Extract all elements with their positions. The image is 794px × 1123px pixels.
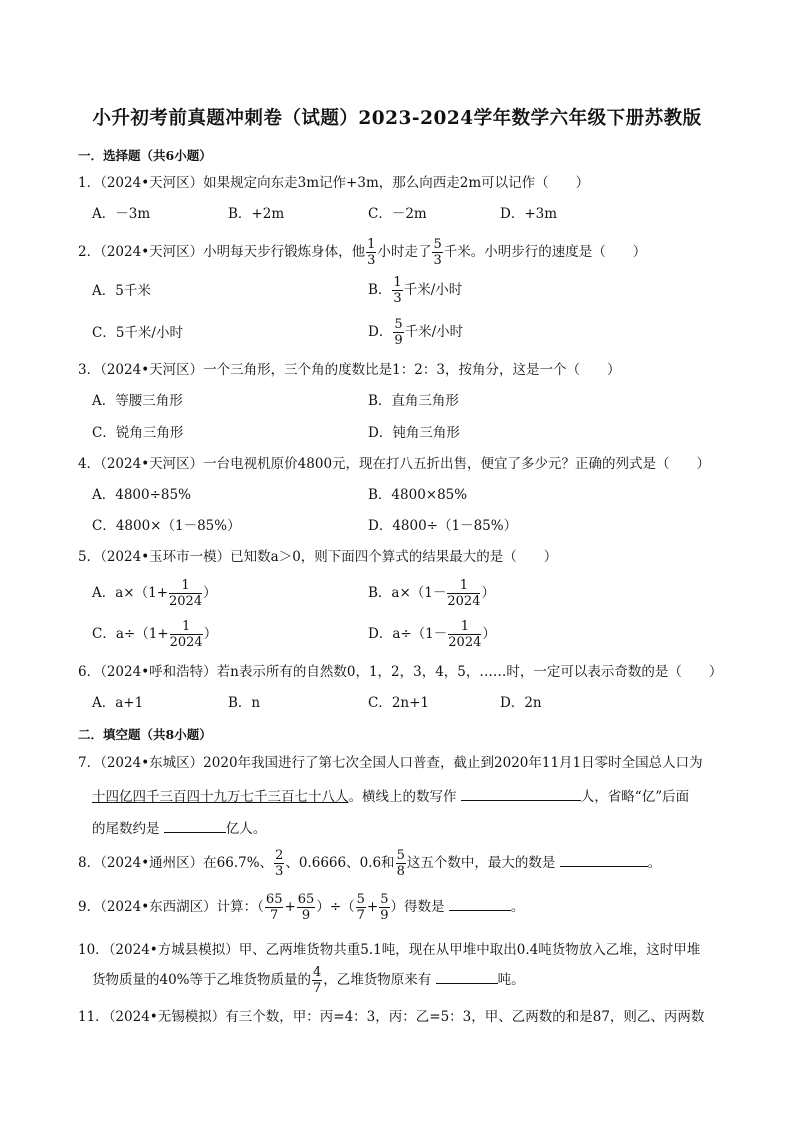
q3-option-c: C．锐角三角形	[92, 425, 184, 441]
question-number: 9．	[78, 899, 101, 915]
question-text: 吨。	[497, 972, 525, 988]
question-text: 在66.7%、	[203, 855, 274, 871]
denominator: 8	[396, 864, 405, 879]
numerator: 5	[356, 892, 365, 907]
question-source: （2024•天河区）	[100, 456, 204, 472]
page-title: 小升初考前真题冲刺卷（试题）2023-2024学年数学六年级下册苏教版	[92, 108, 702, 129]
question-1	[78, 172, 589, 194]
numerator: 5	[433, 237, 442, 252]
fraction	[396, 849, 406, 878]
q5-option-b	[368, 579, 495, 608]
q10-line-2	[92, 966, 525, 995]
fraction	[432, 238, 442, 267]
question-text: 已知数a＞0，则下面四个算式的结果最大的是（ ）	[230, 549, 558, 565]
denominator: 7	[313, 981, 322, 996]
question-text: 甲、乙两堆货物共重5.1吨，现在从甲堆中取出0.4吨货物放入乙堆，这时甲堆	[238, 942, 701, 958]
question-3	[78, 359, 620, 381]
q2-option-c: C．5千米/小时	[92, 325, 183, 341]
question-source: （2024•天河区）	[100, 244, 204, 260]
question-text: 一台电视机原价4800元，现在打八五折出售，便宜了多少元？正确的列式是（ ）	[203, 456, 711, 472]
question-9	[78, 893, 524, 922]
question-text: 小明每天步行锻炼身体，他	[203, 244, 366, 260]
question-text: 若n表示所有的自然数0，1，2，3，4，5，……时，一定可以表示奇数的是（ ）	[216, 664, 723, 680]
denominator: 9	[380, 908, 389, 923]
question-2	[78, 238, 646, 267]
q3-option-b: B．直角三角形	[368, 393, 459, 409]
question-text: 货物质量的40%等于乙堆货物质量的	[92, 972, 312, 988]
question-source: （2024•玉环市一模）	[100, 549, 231, 565]
question-text: 。	[647, 855, 662, 871]
option-text: 千米/小时	[404, 324, 464, 340]
option-text: ）	[481, 585, 495, 601]
q6-option-b: B．n	[228, 695, 261, 711]
question-11	[78, 1006, 704, 1028]
denominator: 2024	[169, 594, 203, 609]
numerator: 1	[447, 579, 480, 594]
fraction	[392, 276, 402, 305]
question-text: 。横线上的数写作	[348, 789, 457, 805]
option-text: 千米/小时	[403, 282, 463, 298]
q6-option-d: D．2n	[500, 695, 542, 711]
question-number: 2．	[78, 244, 101, 260]
question-number: 3．	[78, 362, 101, 378]
q2-option-a: A．5千米	[92, 283, 151, 299]
question-number: 11．	[78, 1009, 109, 1025]
option-label: D．	[368, 324, 393, 340]
denominator: 9	[301, 908, 311, 923]
question-text: 人，省略“亿”后面	[580, 789, 690, 805]
question-source: （2024•通州区）	[100, 855, 204, 871]
answer-blank[interactable]	[560, 852, 648, 867]
option-text: ）	[482, 626, 496, 642]
fraction	[274, 849, 284, 878]
question-number: 6．	[78, 664, 101, 680]
fraction	[265, 893, 284, 922]
question-5	[78, 546, 557, 568]
fraction	[356, 893, 366, 922]
question-6	[78, 661, 722, 683]
question-text: 亿人。	[225, 821, 267, 837]
answer-blank[interactable]	[461, 786, 581, 801]
numerator: 4	[313, 965, 322, 980]
numerator: 1	[170, 620, 203, 635]
question-number: 4．	[78, 456, 101, 472]
fraction	[366, 238, 376, 267]
numerator: 5	[380, 892, 389, 907]
denominator: 3	[275, 864, 284, 879]
q4-option-b: B．4800×85%	[368, 487, 468, 503]
option-text: ）	[203, 626, 218, 642]
option-text: ）	[203, 585, 217, 601]
q6-option-a: A．a+1	[92, 695, 144, 711]
fraction	[447, 579, 480, 608]
numerator: 1	[169, 579, 202, 594]
q5-option-a	[92, 579, 217, 608]
question-source: （2024•东城区）	[100, 755, 204, 771]
plus-sign: +	[366, 899, 379, 915]
answer-blank[interactable]	[164, 818, 226, 833]
answer-blank[interactable]	[449, 896, 511, 911]
q4-option-d: D．4800÷（1－85%）	[368, 518, 518, 534]
denominator: 2024	[447, 594, 481, 609]
q1-option-c: C．－2m	[368, 206, 427, 222]
question-8	[78, 849, 661, 878]
question-7	[78, 752, 703, 774]
numerator: 65	[265, 892, 283, 907]
q6-option-c: C．2n+1	[368, 695, 430, 711]
denominator: 2024	[448, 635, 482, 650]
denominator: 3	[433, 253, 442, 268]
answer-blank[interactable]	[436, 969, 498, 984]
question-text: 的尾数约是	[92, 821, 160, 837]
denominator: 7	[270, 908, 279, 923]
fraction	[393, 318, 403, 347]
option-text: B．a×（1－	[368, 585, 447, 601]
question-number: 10．	[78, 942, 109, 958]
option-text: D．a÷（1－	[368, 626, 448, 642]
section-choice-heading: 一．选择题（共6小题）	[78, 148, 212, 163]
numerator: 5	[396, 848, 405, 863]
question-text: 一个三角形，三个角的度数比是1：2：3，按角分，这是一个（ ）	[203, 362, 621, 378]
q3-option-d: D．钝角三角形	[368, 425, 460, 441]
question-source: （2024•无锡模拟）	[108, 1009, 226, 1025]
option-text: A．a×（1+	[92, 585, 169, 601]
question-text: 有三个数，甲：丙=4：3，丙：乙=5：3，甲、乙两数的和是87，则乙、丙两数	[225, 1009, 705, 1025]
question-text: 千米。小明步行的速度是（ ）	[443, 244, 647, 260]
q1-option-a: A．－3m	[92, 206, 151, 222]
numerator: 2	[275, 848, 284, 863]
q2-option-d	[368, 318, 463, 347]
q5-option-d	[368, 620, 496, 649]
q1-option-b: B．+2m	[228, 206, 285, 222]
denominator: 7	[356, 908, 365, 923]
q2-option-b	[368, 276, 462, 305]
question-text: 计算：（	[216, 899, 264, 915]
fraction	[170, 620, 203, 649]
question-text: 这五个数中，最大的数是	[406, 855, 556, 871]
numerator: 5	[394, 317, 403, 332]
question-source: （2024•天河区）	[100, 362, 204, 378]
numerator: 1	[448, 620, 481, 635]
q1-option-d: D．+3m	[500, 206, 558, 222]
q4-option-a: A．4800÷85%	[92, 487, 191, 503]
question-text: ）÷（	[316, 899, 355, 915]
fraction	[312, 966, 322, 995]
q7-line-3	[92, 818, 266, 840]
denominator: 3	[367, 253, 376, 268]
q4-option-c: C．4800×（1－85%）	[92, 518, 241, 534]
fraction	[297, 893, 316, 922]
numerator: 65	[297, 892, 315, 907]
question-number: 7．	[78, 755, 101, 771]
denominator: 2024	[169, 635, 203, 650]
question-text: 2020年我国进行了第七次全国人口普查，截止到2020年11月1日零时全国总人口为	[203, 755, 703, 771]
question-source: （2024•方城县模拟）	[108, 942, 239, 958]
numerator: 1	[393, 275, 402, 290]
question-text: 、0.6666、0.6和	[285, 855, 395, 871]
q7-line-2	[92, 786, 689, 808]
numerator: 1	[367, 237, 376, 252]
fraction	[379, 893, 389, 922]
option-text: C．a÷（1+	[92, 626, 169, 642]
fraction	[169, 579, 202, 608]
question-4	[78, 453, 710, 475]
underlined-number-text: 十四亿四千三百四十九万七千三百七十八人	[92, 789, 349, 805]
question-number: 5．	[78, 549, 101, 565]
plus-sign: +	[284, 899, 296, 915]
option-label: B．	[368, 282, 392, 298]
question-text: ）得数是	[390, 899, 445, 915]
question-text: ，乙堆货物原来有	[323, 972, 432, 988]
fraction	[448, 620, 481, 649]
denominator: 3	[393, 291, 402, 306]
q3-option-a: A．等腰三角形	[92, 393, 183, 409]
question-text: 小时走了	[377, 244, 432, 260]
question-number: 1．	[78, 175, 101, 191]
question-source: （2024•呼和浩特）	[100, 664, 217, 680]
question-text: 如果规定向东走3m记作+3m，那么向西走2m可以记作（ ）	[203, 175, 590, 191]
question-source: （2024•天河区）	[100, 175, 204, 191]
question-10	[78, 939, 700, 961]
section-fill-heading: 二．填空题（共8小题）	[78, 727, 212, 742]
question-source: （2024•东西湖区）	[100, 899, 217, 915]
question-text: 。	[510, 899, 525, 915]
question-number: 8．	[78, 855, 101, 871]
q5-option-c	[92, 620, 217, 649]
denominator: 9	[394, 333, 403, 348]
